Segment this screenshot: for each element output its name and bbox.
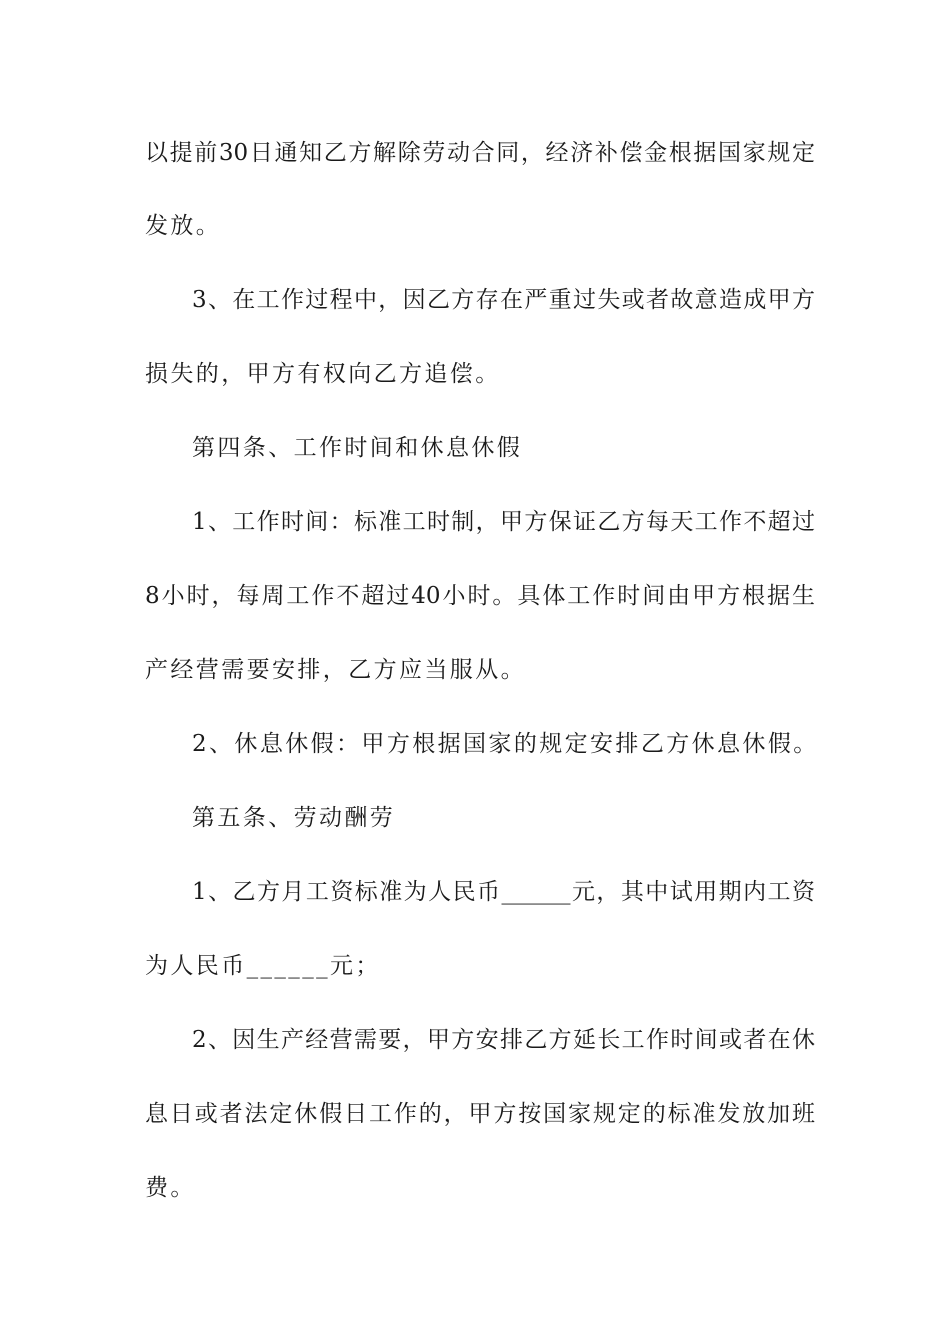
paragraph-line: 发放。 xyxy=(145,213,222,239)
paragraph-line: 2、因生产经营需要，甲方安排乙方延长工作时间或者在休 xyxy=(192,1027,815,1053)
article-heading: 第四条、工作时间和休息休假 xyxy=(192,435,523,461)
paragraph-line: 以提前30日通知乙方解除劳动合同，经济补偿金根据国家规定 xyxy=(145,140,815,166)
paragraph-line: 费。 xyxy=(145,1175,196,1201)
paragraph-line: 8小时，每周工作不超过40小时。具体工作时间由甲方根据生 xyxy=(145,583,815,609)
paragraph-line: 息日或者法定休假日工作的，甲方按国家规定的标准发放加班 xyxy=(145,1101,815,1127)
paragraph-line: 1、乙方月工资标准为人民币______元，其中试用期内工资 xyxy=(192,879,815,905)
paragraph-line: 为人民币______元； xyxy=(145,953,381,979)
paragraph-line: 2、休息休假：甲方根据国家的规定安排乙方休息休假。 xyxy=(192,731,819,757)
paragraph-line: 3、在工作过程中，因乙方存在严重过失或者故意造成甲方 xyxy=(192,287,815,313)
paragraph-line: 产经营需要安排，乙方应当服从。 xyxy=(145,657,526,683)
paragraph-line: 损失的，甲方有权向乙方追偿。 xyxy=(145,361,501,387)
article-heading: 第五条、劳动酬劳 xyxy=(192,805,396,831)
paragraph-line: 1、工作时间：标准工时制，甲方保证乙方每天工作不超过 xyxy=(192,509,815,535)
